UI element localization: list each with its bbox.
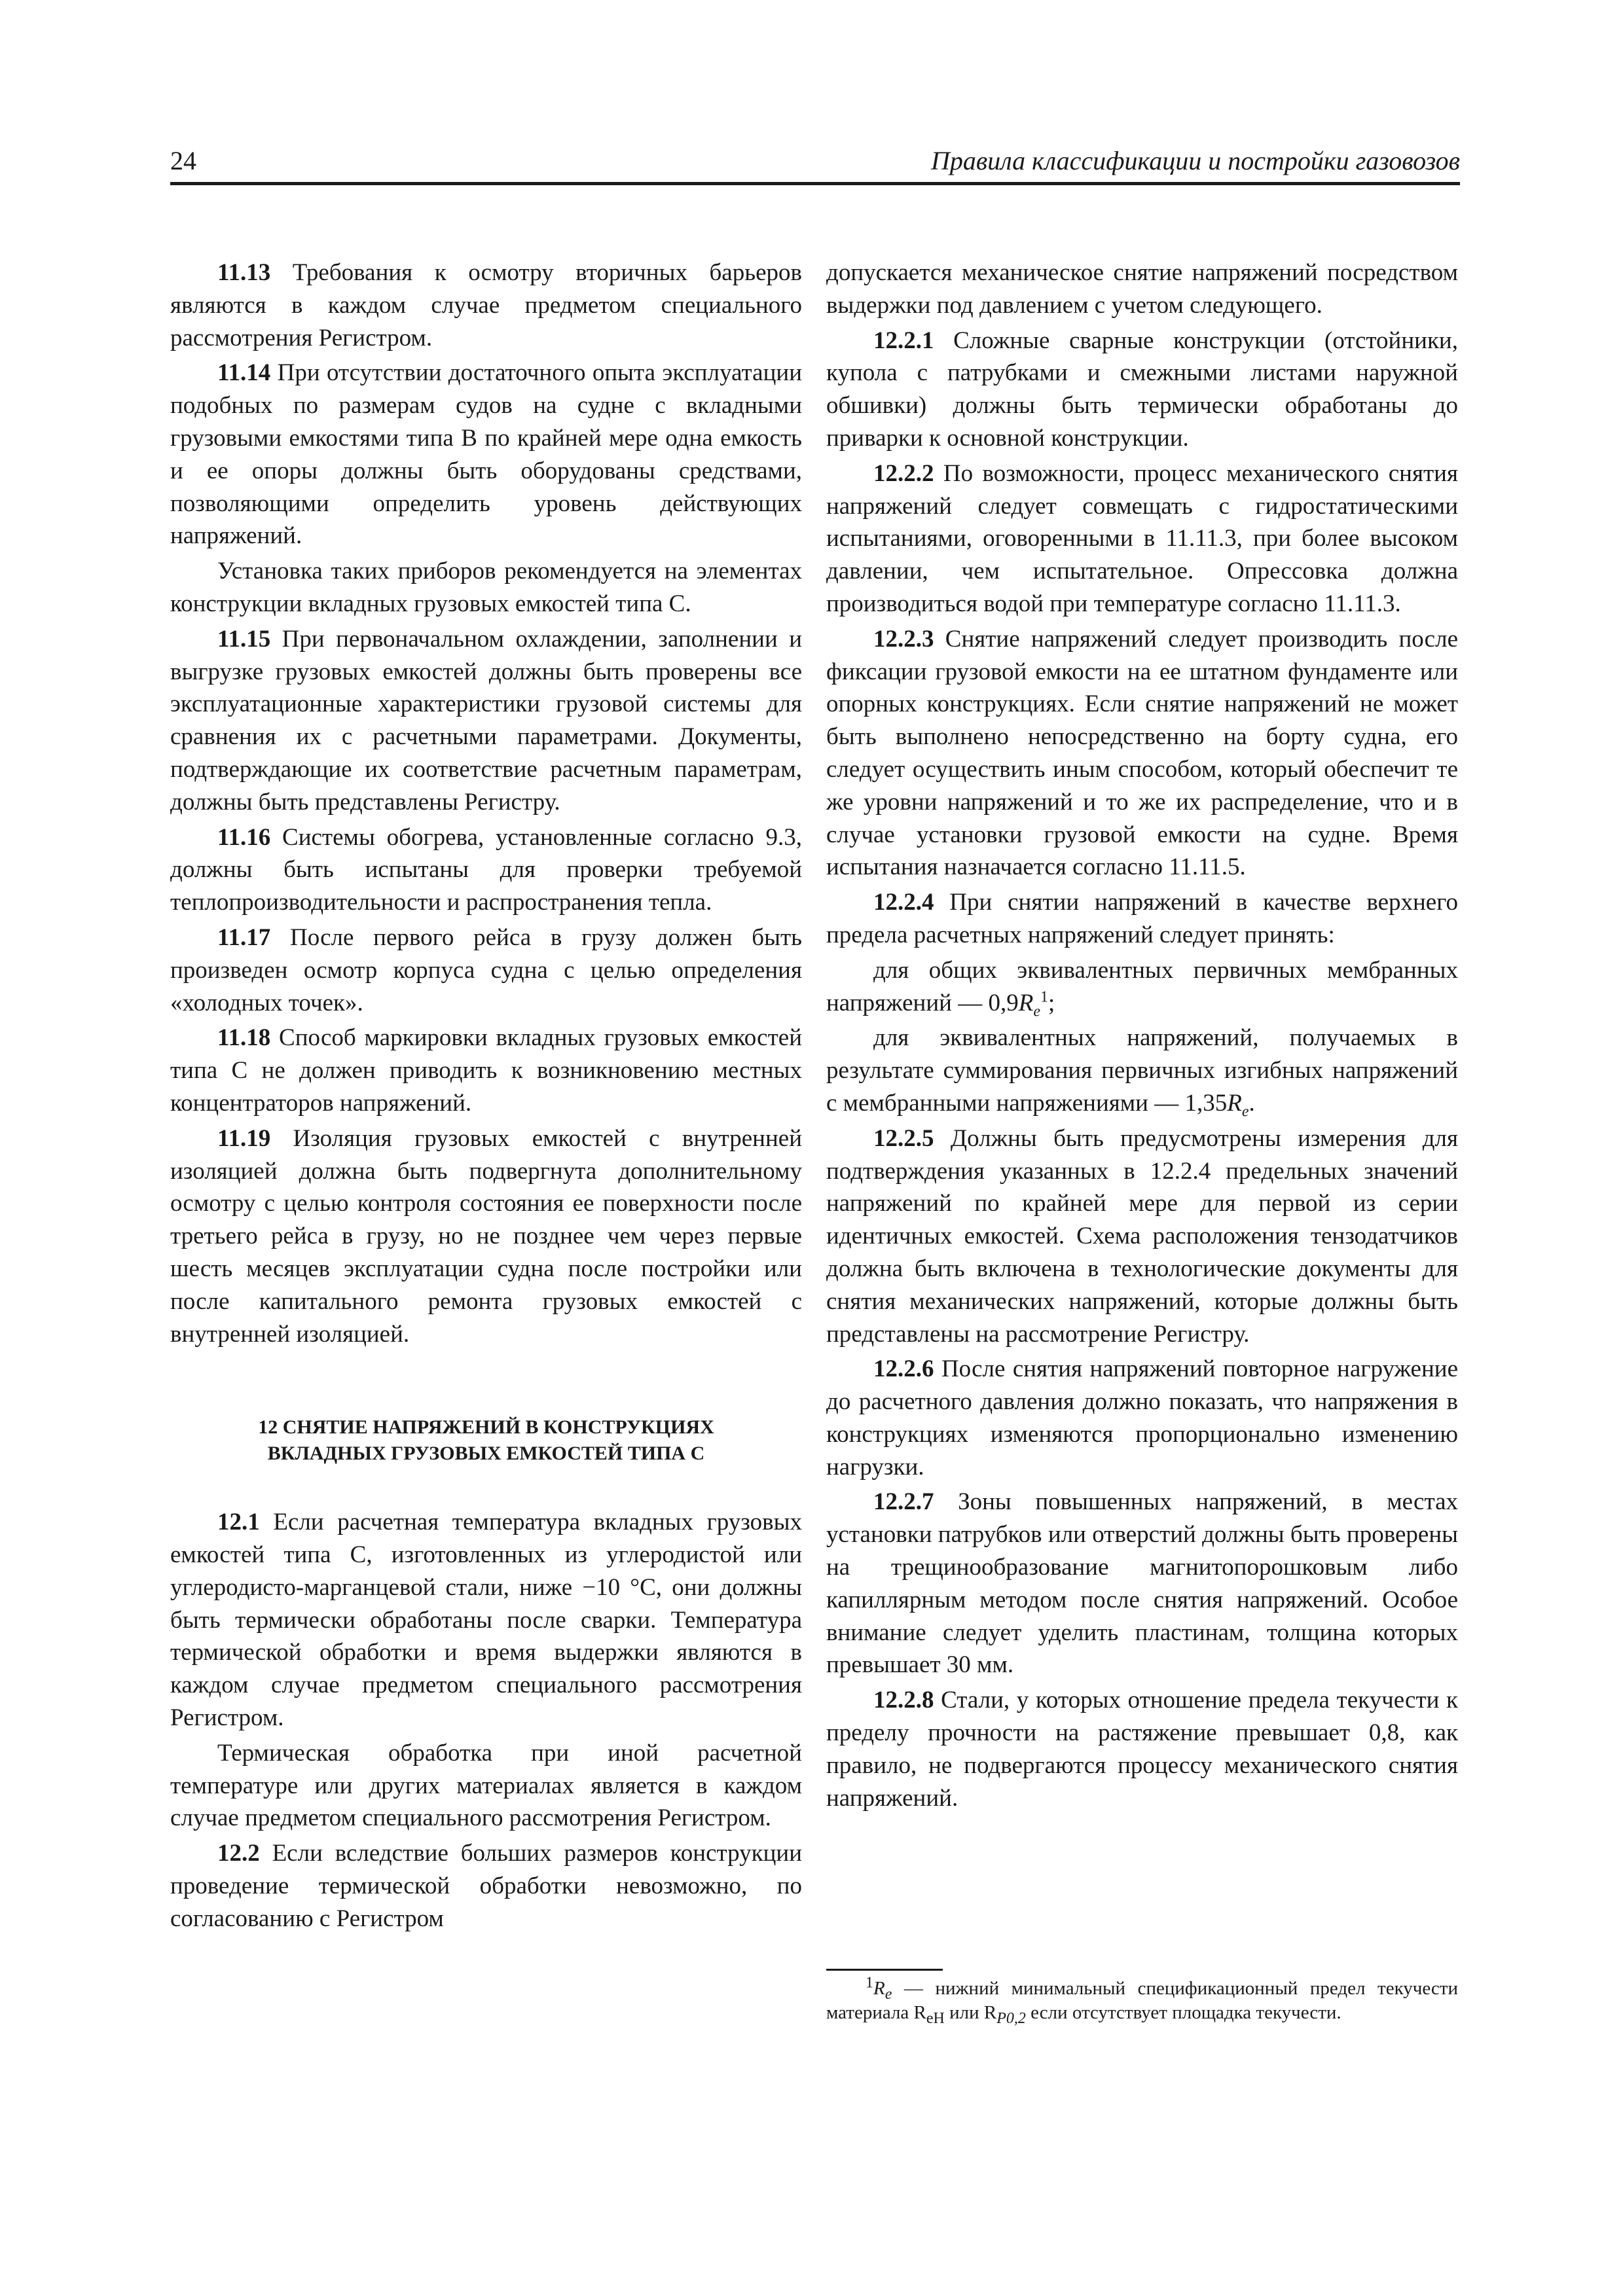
clause-text: При отсутствии достаточного опыта эксплуатации подобных по размерам судов на судне с вкладными грузовыми емкостями типа B по крайней мере одна емкость и ее опоры должны быть оборудованы средствами, позволяющими определить уровень действующих напряжений. <box>170 359 802 550</box>
clause-text: Системы обогрева, установленные согласно 9.3, должны быть испытаны для проверки требуемой теплопроизводительности и распространения тепла. <box>170 823 802 916</box>
item-text: для общих эквивалентных первичных мембранных напряжений — 0,9 <box>826 956 1458 1016</box>
clause-number: 11.15 <box>217 625 271 653</box>
paragraph-11-17 <box>170 922 802 1019</box>
paragraph-12-2-8 <box>826 1684 1458 1814</box>
clause-number: 12.2.7 <box>873 1488 934 1516</box>
paragraph-11-14-note: Установка таких приборов рекомендуется на элементах конструкции вкладных грузовых емкостей типа C. <box>170 558 802 617</box>
footnote-subscript-1: eH <box>926 2009 945 2027</box>
paragraph-11-16 <box>170 821 802 919</box>
clause-number: 12.2.2 <box>873 459 934 487</box>
clause-number: 12.2 <box>217 1840 260 1867</box>
paragraph-12-2-2 <box>826 457 1458 620</box>
footnote-subscript-2: P0,2 <box>996 2009 1026 2027</box>
paragraph-12-2-6 <box>826 1353 1458 1483</box>
paragraph-11-18 <box>170 1022 802 1119</box>
clause-number: 11.17 <box>217 924 271 951</box>
footnote-text-3: если отсутствует площадка текучести. <box>1025 2002 1341 2023</box>
clause-number: 11.18 <box>217 1024 271 1052</box>
paragraph-12-2 <box>170 1837 802 1935</box>
paragraph-12-2-1 <box>826 325 1458 455</box>
section-heading <box>170 1414 802 1467</box>
paragraph-12-2-4-item-1 <box>826 954 1458 1020</box>
clause-text: Зоны повышенных напряжений, в местах установки патрубков или отверстий должны быть проверены на трещинообразование магнитопорошковым либо капиллярным методом после снятия напряжений. Особое внимание следует уделить пластинам, толщина которых превышает 30 мм. <box>826 1488 1458 1679</box>
clause-text: Требования к осмотру вторичных барьеров являются в каждом случае предметом специального рассмотрения Регистром. <box>170 259 802 351</box>
section-heading-line-2: ВКЛАДНЫХ ГРУЗОВЫХ ЕМКОСТЕЙ ТИПА C <box>267 1443 705 1465</box>
clause-number: 11.14 <box>217 359 271 387</box>
clause-text: Способ маркировки вкладных грузовых емкостей типа C не должен приводить к возникновению местных концентраторов напряжений. <box>170 1024 802 1117</box>
section-heading-line-1: 12 СНЯТИЕ НАПРЯЖЕНИЙ В КОНСТРУКЦИЯХ <box>258 1416 714 1439</box>
clause-number: 11.16 <box>217 823 271 851</box>
clause-number: 12.2.6 <box>873 1355 934 1383</box>
footnote-symbol: R <box>873 1978 885 1999</box>
paragraph-12-2-7 <box>826 1486 1458 1681</box>
clause-number: 12.1 <box>217 1509 260 1536</box>
clause-text: После первого рейса в грузу должен быть произведен осмотр корпуса судна с целью определения «холодных точек». <box>170 924 802 1016</box>
paragraph-11-13 <box>170 257 802 354</box>
paragraph-12-2-4-item-2 <box>826 1022 1458 1119</box>
footnote-text-1: — нижний минимальный спецификационный предел текучести материала R <box>826 1978 1458 2023</box>
clause-text: При первоначальном охлаждении, заполнении и выгрузке грузовых емкостей должны быть проверены все эксплуатационные характеристики грузовой системы для сравнения их с расчетными параметрами. Документы, подтверждающие их соответствие расчетным параметрам, должны быть представлены Регистру. <box>170 625 802 816</box>
clause-text: Сложные сварные конструкции (отстойники, купола с патрубками и смежными листами наружной обшивки) должны быть термически обработаны до приварки к основной конструкции. <box>826 327 1458 452</box>
footnote-text-2: или R <box>944 2002 997 2023</box>
footnote-indent <box>826 1978 866 1999</box>
page-number: 24 <box>170 146 196 175</box>
paragraph-12-2-5 <box>826 1122 1458 1351</box>
paragraph-11-15 <box>170 623 802 819</box>
symbol-subscript: e <box>1033 1002 1040 1020</box>
paragraph-12-1-note: Термическая обработка при иной расчетной температуре или других материалах является в каждом случае предметом специального рассмотрения Регистром. <box>170 1739 802 1832</box>
clause-number: 12.2.1 <box>873 327 934 354</box>
paragraph-11-14 <box>170 357 802 552</box>
paragraph-12-2-3 <box>826 623 1458 884</box>
paragraph-12-2-4 <box>826 886 1458 952</box>
clause-number: 12.2.5 <box>873 1124 934 1152</box>
clause-text: Должны быть предусмотрены измерения для подтверждения указанных в 12.2.4 предельных значений напряжений по крайней мере для первой из серии идентичных емкостей. Схема расположения тензодатчиков должна быть включена в технологические документы для снятия механических напряжений, которые должны быть представлены на рассмотрение Регистру. <box>826 1124 1458 1348</box>
footnote-divider <box>826 1969 943 1971</box>
clause-text: Снятие напряжений следует производить после фиксации грузовой емкости на ее штатном фундаменте или опорных конструкциях. Если снятие напряжений не может быть выполнено непосредственно на борту судна, его следует осуществить иным способом, который обеспечит те же уровни напряжений и то же их распределение, что и в случае установки грузовой емкости на судне. Время испытания назначается согласно 11.11.5. <box>826 625 1458 881</box>
page-header <box>170 143 1460 185</box>
symbol-r: R <box>1018 989 1034 1016</box>
clause-text: Стали, у которых отношение предела текучести к пределу прочности на растяжение превышает 0,8, как правило, не подвергаются процессу механического снятия напряжений. <box>826 1687 1458 1812</box>
clause-number: 12.2.3 <box>873 625 934 653</box>
clause-text: Изоляция грузовых емкостей с внутренней изоляцией должна быть подвергнута дополнительному осмотру с целью контроля состояния ее поверхности после третьего рейса в грузу, но не позднее чем через первые шесть месяцев эксплуатации судна после постройки или после капитального ремонта грузовых емкостей с внутренней изоляцией. <box>170 1124 802 1348</box>
item-end: ; <box>1048 989 1055 1016</box>
running-title: Правила классификации и постройки газовозов <box>930 146 1460 175</box>
footnote-ref[interactable]: 1 <box>1040 988 1048 1006</box>
clause-text: По возможности, процесс механического снятия напряжений следует совмещать с гидростатическими испытаниями, оговоренными в 11.11.3, при более высоком давлении, чем испытательное. Опрессовка должна производиться водой при температуре согласно 11.11.3. <box>826 459 1458 617</box>
footnote-mark: 1 <box>866 1974 873 1992</box>
paragraph-12-2-continued: допускается механическое снятие напряжений посредством выдержки под давлением с учетом следующего. <box>826 259 1458 319</box>
clause-number: 12.2.8 <box>873 1687 934 1714</box>
symbol-subscript: e <box>1241 1103 1249 1121</box>
clause-number: 12.2.4 <box>873 889 934 916</box>
symbol-r: R <box>1227 1089 1242 1117</box>
clause-number: 11.13 <box>217 259 271 286</box>
clause-text: После снятия напряжений повторное нагружение до расчетного давления должно показать, что напряжения в конструкциях изменяются пропорционально изменению нагрузки. <box>826 1355 1458 1480</box>
item-end: . <box>1249 1089 1255 1117</box>
right-column <box>826 257 1458 1817</box>
footnote-symbol-subscript: e <box>884 1985 892 2003</box>
clause-text: При снятии напряжений в качестве верхнего предела расчетных напряжений следует принять: <box>826 889 1458 948</box>
item-text: для эквивалентных напряжений, получаемых в результате суммирования первичных изгибных напряжений с мембранными напряжениями — 1,35 <box>826 1024 1458 1117</box>
left-column <box>170 257 802 1938</box>
clause-number: 11.19 <box>217 1124 271 1152</box>
footnote <box>826 1974 1458 2027</box>
clause-text: Если расчетная температура вкладных грузовых емкостей типа C, изготовленных из углеродистой или углеродисто-марганцевой стали, ниже −10 °C, они должны быть термически обработаны после сварки. Температура термической обработки и время выдержки являются в каждом случае предметом специального рассмотрения Регистром. <box>170 1509 802 1732</box>
clause-text: Если вследствие больших размеров конструкции проведение термической обработки невозможно, по согласованию с Регистром <box>170 1840 802 1932</box>
paragraph-12-1 <box>170 1506 802 1734</box>
paragraph-11-19 <box>170 1122 802 1351</box>
